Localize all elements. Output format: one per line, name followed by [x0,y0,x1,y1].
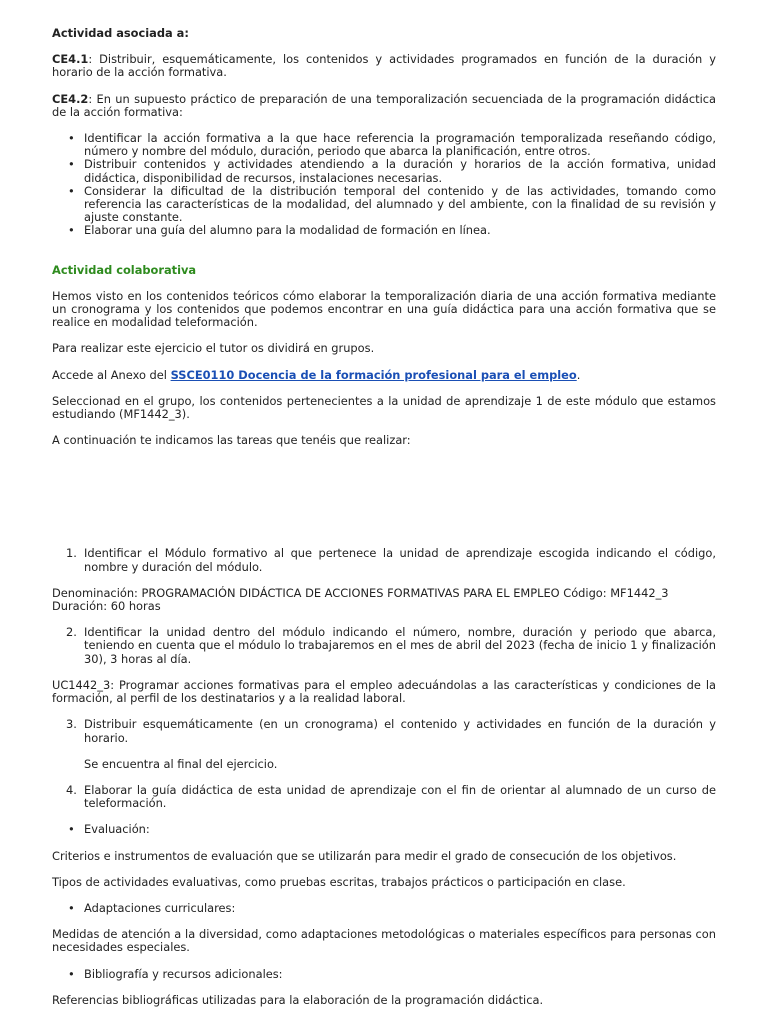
adaptations-paragraph: Medidas de atención a la diversidad, como adaptaciones metodológicas o materiales específicos para personas con necesidades especiales. [52,927,716,955]
criteria-item: • Elaborar una guía del alumno para la modalidad de formación en línea. [84,224,716,237]
ce42-text: : En un supuesto práctico de preparación de una temporalización secuenciada de la programación didáctica de la acción formativa: [52,91,716,119]
module-duration: Duración: 60 horas [52,599,161,614]
select-paragraph: Seleccionad en el grupo, los contenidos pertenecientes a la unidad de aprendizaje 1 de este módulo que estamos estudiando (MF1442_3). [52,393,716,422]
task-list-3 [52,718,716,744]
collab-heading: Actividad colaborativa [52,262,197,277]
ce41-label: CE4.1 [52,52,89,67]
criteria-item: • Considerar la dificultad de la distribución temporal del contenido y de las actividades, tomando como referencia las características de la modalidad, del alumnado y del ambiente, con la finalidad de su revisión y ajuste constante. [84,185,716,225]
task-text: Distribuir esquemáticamente (en un cronograma) el contenido y actividades en función de la duración y horario. [84,717,716,745]
bibliography-paragraph: Referencias bibliográficas utilizadas para la elaboración de la programación didáctica. [52,992,544,1007]
task-item-1 [66,546,716,574]
criteria-item: • Identificar la acción formativa a la que hace referencia la programación temporalizada reseñando código, número y nombre del módulo, duración, periodo que abarca la planificación, entre otros. [84,132,716,158]
task-list-1 [52,547,716,573]
evaluation-criteria-paragraph: Criterios e instrumentos de evaluación que se utilizarán para medir el grado de consecución de los objetivos. [52,848,677,863]
module-answer [52,587,716,613]
criteria-list [52,132,716,238]
ce42-paragraph [52,93,716,119]
annex-link[interactable]: SSCE0110 Docencia de la formación profesional para el empleo [170,367,577,382]
task-text: Identificar el Módulo formativo al que pertenece la unidad de aprendizaje escogida indicando el código, nombre y duración del módulo. [84,546,716,574]
adaptations-item: • Adaptaciones curriculares: [84,902,716,915]
task-text: Identificar la unidad dentro del módulo indicando el número, nombre, duración y periodo que abarca, teniendo en cuenta que el módulo lo trabajaremos en el mes de abril del 2023 (fecha de inicio 1 y finalización 30), 3 horas al día. [84,625,716,666]
activity-heading: Actividad asociada a: [52,26,189,40]
annex-paragraph [52,369,716,382]
groups-paragraph: Para realizar este ejercicio el tutor os dividirá en grupos. [52,341,375,356]
criteria-item: • Distribuir contenidos y actividades atendiendo a la duración y horarios de la acción formativa, unidad didáctica, disponibilidad de recursos, instalaciones necesarias. [84,158,716,184]
task-number: 4. [66,782,77,797]
schedule-note: Se encuentra al final del ejercicio. [84,756,278,771]
task-item-2 [66,625,716,666]
evaluation-list [52,823,716,836]
bibliography-item: • Bibliografía y recursos adicionales: [84,968,716,981]
annex-text: Accede al Anexo del [52,367,171,382]
unit-answer: UC1442_3: Programar acciones formativas para el empleo adecuándolas a las características y condiciones de la formación, al perfil de los destinatarios y a la realidad laboral. [52,677,716,706]
evaluation-types-paragraph: Tipos de actividades evaluativas, como pruebas escritas, trabajos prácticos o participación en clase. [52,874,626,889]
bibliography-list [52,968,716,981]
annex-end: . [576,367,581,382]
task-number: 3. [66,717,77,732]
ce42-label: CE4.2 [52,91,89,106]
task-item-4 [66,782,716,811]
task-item-3 [66,717,716,745]
ce41-paragraph [52,53,716,79]
task-number: 2. [66,625,77,640]
task-list-4 [52,784,716,810]
module-denomination: Denominación: PROGRAMACIÓN DIDÁCTICA DE ACCIONES FORMATIVAS PARA EL EMPLEO Código: MF1442_3 [52,585,669,600]
collab-intro-paragraph: Hemos visto en los contenidos teóricos cómo elaborar la temporalización diaria de una acción formativa mediante un cronograma y los contenidos que podemos encontrar en una guía didáctica para una acción formativa que se realice en modalidad teleformación. [52,288,716,330]
adaptations-list [52,902,716,915]
tasks-intro-paragraph: A continuación te indicamos las tareas que tenéis que realizar: [52,433,411,448]
ce41-text: : Distribuir, esquemáticamente, los contenidos y actividades programados en función de la duración y horario de la acción formativa. [52,52,716,80]
task-list-2 [52,626,716,666]
evaluation-item: • Evaluación: [84,823,716,836]
task-number: 1. [66,546,77,561]
task-text: Elaborar la guía didáctica de esta unidad de aprendizaje con el fin de orientar al alumnado de un curso de teleformación. [84,782,716,811]
